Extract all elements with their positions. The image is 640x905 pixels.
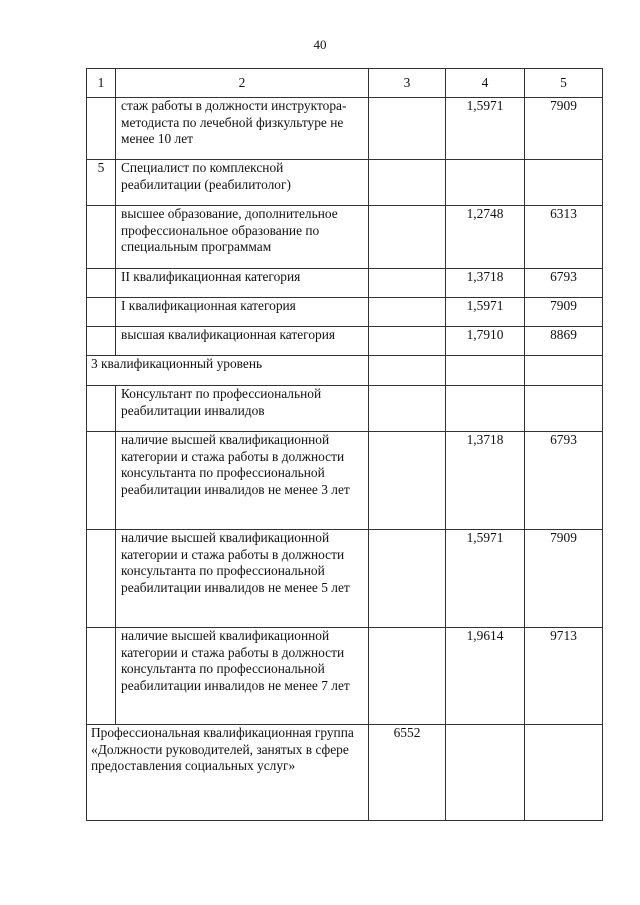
row-coefficient: 1,2748 (446, 206, 525, 269)
row-number (87, 327, 116, 356)
row-number (87, 206, 116, 269)
row-coefficient (446, 386, 525, 432)
row-base-salary (369, 356, 446, 386)
row-base-salary (369, 298, 446, 327)
row-base-salary: 6552 (369, 725, 446, 821)
row-base-salary (369, 530, 446, 628)
row-coefficient (446, 356, 525, 386)
qualification-group-row (87, 725, 603, 821)
qualification-level-row (87, 356, 603, 386)
row-description: I квалификационная категория (116, 298, 369, 327)
row-base-salary (369, 327, 446, 356)
row-coefficient: 1,5971 (446, 298, 525, 327)
row-salary: 9713 (525, 628, 603, 725)
row-coefficient: 1,5971 (446, 530, 525, 628)
table-row (87, 327, 603, 356)
row-salary (525, 356, 603, 386)
table-row (87, 298, 603, 327)
page-number: 40 (313, 37, 327, 52)
row-number: 5 (87, 160, 116, 206)
row-base-salary (369, 269, 446, 298)
row-description: стаж работы в должности инструктора-методиста по лечебной физкультуре не менее 10 лет (116, 98, 369, 160)
row-description: Консультант по профессиональной реабилитации инвалидов (116, 386, 369, 432)
row-base-salary (369, 432, 446, 530)
row-coefficient (446, 160, 525, 206)
table-row (87, 206, 603, 269)
row-base-salary (369, 386, 446, 432)
row-coefficient: 1,3718 (446, 269, 525, 298)
row-base-salary (369, 160, 446, 206)
table-row (87, 386, 603, 432)
row-description: высшее образование, дополнительное профессиональное образование по специальным программам (116, 206, 369, 269)
row-base-salary (369, 206, 446, 269)
row-description: Профессиональная квалификационная группа «Должности руководителей, занятых в сфере предоставления социальных услуг» (87, 725, 369, 821)
row-number (87, 98, 116, 160)
table-header-row (87, 69, 603, 98)
table-row (87, 432, 603, 530)
row-salary: 7909 (525, 298, 603, 327)
row-number (87, 530, 116, 628)
row-coefficient: 1,5971 (446, 98, 525, 160)
row-number (87, 386, 116, 432)
row-coefficient (446, 725, 525, 821)
table-row (87, 628, 603, 725)
row-number (87, 269, 116, 298)
row-base-salary (369, 628, 446, 725)
row-number (87, 628, 116, 725)
row-salary (525, 160, 603, 206)
row-description: II квалификационная категория (116, 269, 369, 298)
table-row (87, 160, 603, 206)
row-salary (525, 725, 603, 821)
row-salary: 6793 (525, 432, 603, 530)
row-salary: 7909 (525, 98, 603, 160)
col-header-5: 5 (525, 69, 603, 98)
row-coefficient: 1,3718 (446, 432, 525, 530)
row-salary: 6793 (525, 269, 603, 298)
row-description: 3 квалификационный уровень (87, 356, 369, 386)
table-row (87, 269, 603, 298)
col-header-2: 2 (116, 69, 369, 98)
row-description: наличие высшей квалификационной категории и стажа работы в должности консультанта по профессиональной реабилитации инвалидов не менее 3 лет (116, 432, 369, 530)
col-header-4: 4 (446, 69, 525, 98)
table-row (87, 530, 603, 628)
row-base-salary (369, 98, 446, 160)
row-salary: 8869 (525, 327, 603, 356)
row-salary (525, 386, 603, 432)
col-header-1: 1 (87, 69, 116, 98)
row-coefficient: 1,7910 (446, 327, 525, 356)
salary-table (86, 68, 603, 821)
row-salary: 7909 (525, 530, 603, 628)
row-coefficient: 1,9614 (446, 628, 525, 725)
row-description: Специалист по комплексной реабилитации (реабилитолог) (116, 160, 369, 206)
row-number (87, 298, 116, 327)
table-row (87, 98, 603, 160)
row-number (87, 432, 116, 530)
row-salary: 6313 (525, 206, 603, 269)
row-description: высшая квалификационная категория (116, 327, 369, 356)
row-description: наличие высшей квалификационной категории и стажа работы в должности консультанта по профессиональной реабилитации инвалидов не менее 5 лет (116, 530, 369, 628)
col-header-3: 3 (369, 69, 446, 98)
row-description: наличие высшей квалификационной категории и стажа работы в должности консультанта по профессиональной реабилитации инвалидов не менее 7 лет (116, 628, 369, 725)
